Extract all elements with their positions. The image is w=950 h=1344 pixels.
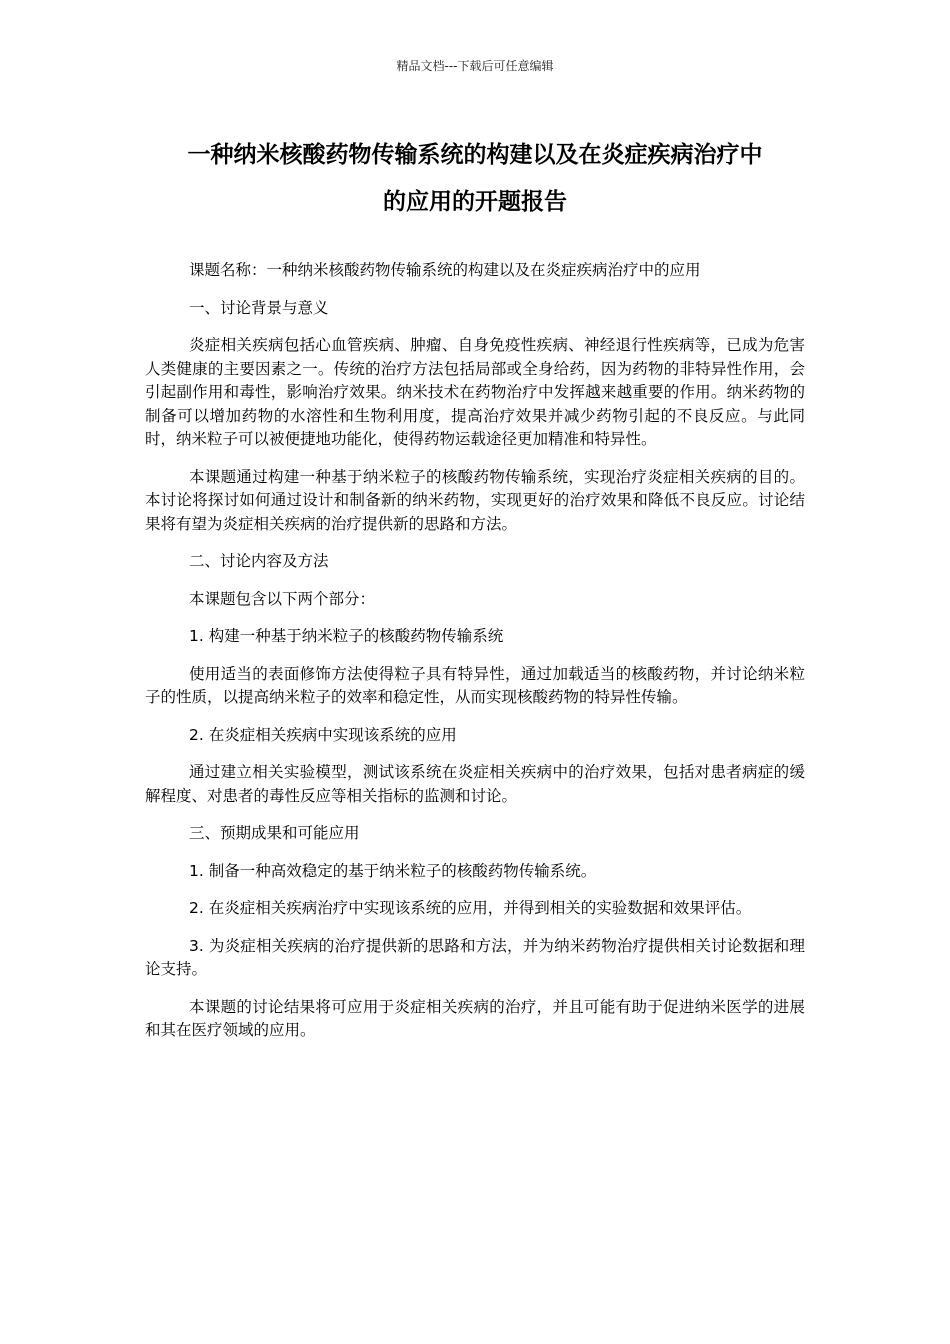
title-line-1: 一种纳米核酸药物传输系统的构建以及在炎症疾病治疗中 xyxy=(187,142,763,168)
paragraph-background: 炎症相关疾病包括心血管疾病、肿瘤、自身免疫性疾病、神经退行性疾病等，已成为危害人类健康的主要因素之一。传统的治疗方法包括局部或全身给药，因为药物的非特异性作用，会引起副作用和毒性，影响治疗效果。纳米技术在药物治疗中发挥越来越重要的作用。纳米药物的制备可以增加药物的水溶性和生物利用度，提高治疗效果并减少药物引起的不良反应。与此同时，纳米粒子可以被便捷地功能化，使得药物运载途径更加精准和特异性。 xyxy=(145,336,805,448)
document-body xyxy=(145,259,805,1057)
outcome-item-1: 1. 制备一种高效稳定的基于纳米粒子的核酸药物传输系统。 xyxy=(189,861,597,880)
section-heading-background: 一、讨论背景与意义 xyxy=(189,298,329,317)
subheading-part-1: 1. 构建一种基于纳米粒子的核酸药物传输系统 xyxy=(189,627,504,645)
paragraph-part-1: 使用适当的表面修饰方法使得粒子具有特异性，通过加载适当的核酸药物，并讨论纳米粒子的性质，以提高纳米粒子的效率和稳定性，从而实现核酸药物的特异性传输。 xyxy=(145,664,805,706)
paragraph-parts-intro: 本课题包含以下两个部分： xyxy=(189,589,376,608)
outcome-item-3: 3. 为炎症相关疾病的治疗提供新的思路和方法，并为纳米药物治疗提供相关讨论数据和理论支持。 xyxy=(145,936,805,978)
topic-name: 课题名称：一种纳米核酸药物传输系统的构建以及在炎症疾病治疗中的应用 xyxy=(189,261,701,279)
section-heading-content-methods: 二、讨论内容及方法 xyxy=(189,552,329,570)
section-heading-outcomes: 三、预期成果和可能应用 xyxy=(189,824,360,842)
document-title xyxy=(140,132,810,226)
outcome-item-2: 2. 在炎症相关疾病治疗中实现该系统的应用，并得到相关的实验数据和效果评估。 xyxy=(189,899,752,917)
paragraph-purpose: 本课题通过构建一种基于纳米粒子的核酸药物传输系统，实现治疗炎症相关疾病的目的。本讨论将探讨如何通过设计和制备新的纳米药物，实现更好的治疗效果和降低不良反应。讨论结果将有望为炎症相关疾病的治疗提供新的思路和方法。 xyxy=(145,467,805,533)
subheading-part-2: 2. 在炎症相关疾病中实现该系统的应用 xyxy=(189,725,457,744)
paragraph-conclusion: 本课题的讨论结果将可应用于炎症相关疾病的治疗，并且可能有助于促进纳米医学的进展和其在医疗领域的应用。 xyxy=(145,997,805,1039)
header-note: 精品文档---下载后可任意编辑 xyxy=(396,59,554,73)
title-line-2: 的应用的开题报告 xyxy=(383,189,567,215)
paragraph-part-2: 通过建立相关实验模型，测试该系统在炎症相关疾病中的治疗效果，包括对患者病症的缓解程度、对患者的毒性反应等相关指标的监测和讨论。 xyxy=(145,763,805,805)
